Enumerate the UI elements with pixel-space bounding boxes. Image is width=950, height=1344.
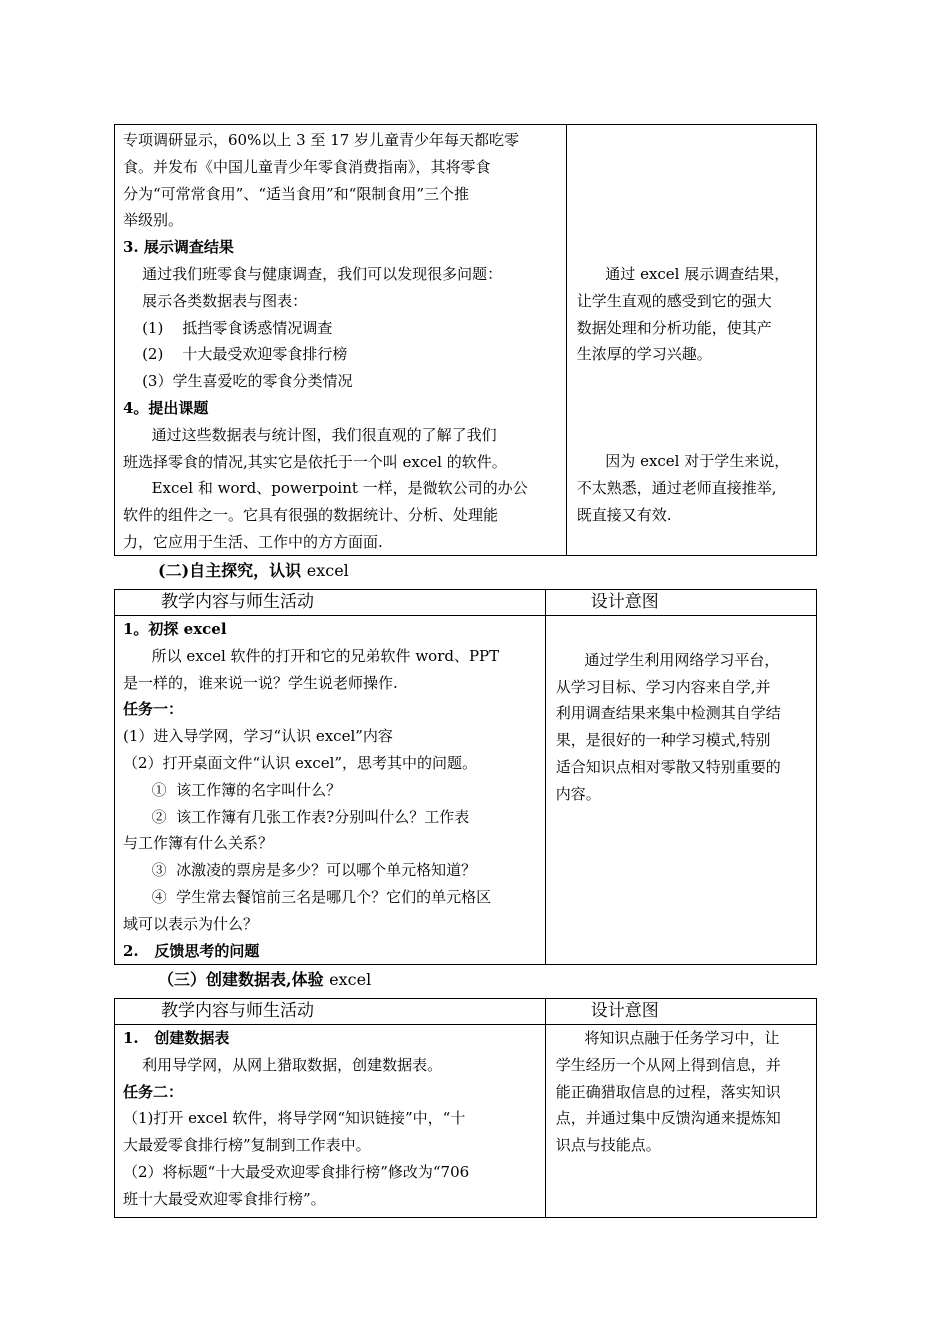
section-title: （三）创建数据表,体验 bbox=[158, 970, 324, 989]
intent-line: 识点与技能点。 bbox=[555, 1136, 661, 1155]
text-line: （2）打开桌面文件“认识 excel”，思考其中的问题。 bbox=[123, 753, 478, 772]
intent-line: 将知识点融于任务学习中，让 bbox=[555, 1029, 780, 1047]
text-line: 软件的组件之一。它具有很强的数据统计、分析、处理能 bbox=[123, 506, 499, 525]
text-line: 与工作簿有什么关系？ bbox=[123, 834, 274, 853]
intent-line: 学生经历一个从网上得到信息，并 bbox=[555, 1055, 781, 1074]
text-line: 专项调研显示，60%以上 3 至 17 岁儿童青少年每天都吃零 bbox=[123, 131, 520, 149]
task-heading: 任务二： bbox=[123, 1082, 184, 1101]
table-header bbox=[115, 590, 816, 616]
intent-line: 点，并通过集中反馈沟通来提炼知 bbox=[555, 1109, 781, 1128]
text-line: （2）将标题“十大最受欢迎零食排行榜”修改为“706 bbox=[123, 1162, 470, 1181]
text-line: 班选择零食的情况,其实它是依托于一个叫 excel 的软件。 bbox=[123, 452, 507, 471]
text-line: 举级别。 bbox=[123, 211, 184, 230]
text-line: 通过我们班零食与健康调查，我们可以发现很多问题： bbox=[123, 264, 503, 283]
header-content: 教学内容与师生活动 bbox=[161, 1001, 314, 1021]
intent-line: 因为 excel 对于学生来说， bbox=[576, 452, 790, 471]
text-line: 展示各类数据表与图表： bbox=[123, 291, 308, 310]
text-line: 分为“可常常食用”、“适当食用”和“限制食用”三个推 bbox=[123, 184, 470, 203]
text-line: 是一样的，谁来说一说？学生说老师操作. bbox=[123, 673, 398, 692]
intent-line: 不太熟悉，通过老师直接推举, bbox=[576, 478, 777, 497]
text-line: 域可以表示为什么？ bbox=[123, 914, 259, 933]
header-intent: 设计意图 bbox=[545, 999, 816, 1024]
continuation-table bbox=[114, 124, 817, 556]
section-heading-3 bbox=[158, 969, 371, 991]
text-line: (1）进入导学网，学习“认识 excel”内容 bbox=[123, 727, 393, 746]
intent-column bbox=[566, 125, 816, 555]
list-item: (3）学生喜爱吃的零食分类情况 bbox=[123, 372, 353, 391]
step-heading: 2. 反馈思考的问题 bbox=[123, 941, 260, 960]
section-heading-2 bbox=[158, 560, 349, 582]
intent-column bbox=[545, 1025, 816, 1217]
explore-table bbox=[114, 589, 817, 965]
step-heading: 1。初探 excel bbox=[123, 620, 227, 638]
text-line: 大最爱零食排行榜”复制到工作表中。 bbox=[123, 1136, 371, 1155]
text-line: （1)打开 excel 软件，将导学网“知识链接”中，“十 bbox=[123, 1109, 466, 1128]
task-heading: 任务一： bbox=[123, 700, 184, 719]
intent-column bbox=[545, 616, 816, 964]
intent-line: 利用调查结果来集中检测其自学结 bbox=[555, 704, 781, 723]
create-table bbox=[114, 998, 817, 1218]
intent-line: 通过学生利用网络学习平台， bbox=[555, 650, 780, 669]
table-header bbox=[115, 999, 816, 1025]
text-line: 通过这些数据表与统计图，我们很直观的了解了我们 bbox=[123, 425, 497, 444]
question-item: ② 该工作簿有几张工作表?分别叫什么？工作表 bbox=[123, 807, 470, 826]
question-item: ④ 学生常去餐馆前三名是哪几个？它们的单元格区 bbox=[123, 887, 492, 906]
section-title-en: excel bbox=[306, 561, 349, 580]
header-intent: 设计意图 bbox=[545, 590, 816, 615]
intent-line: 生浓厚的学习兴趣。 bbox=[576, 345, 712, 364]
content-column bbox=[115, 616, 545, 964]
intent-line: 既直接又有效. bbox=[576, 505, 672, 524]
intent-line: 从学习目标、学习内容来自学,并 bbox=[555, 677, 771, 696]
intent-line: 果，是很好的一种学习模式,特别 bbox=[555, 731, 771, 750]
section-title-en: excel bbox=[329, 970, 372, 989]
intent-line: 数据处理和分析功能，使其产 bbox=[576, 318, 772, 337]
list-item: (2) 十大最受欢迎零食排行榜 bbox=[123, 345, 348, 364]
header-content: 教学内容与师生活动 bbox=[161, 592, 314, 612]
intent-line bbox=[556, 620, 808, 647]
step-heading: 4。提出课题 bbox=[123, 398, 209, 417]
section-title: (二)自主探究，认识 bbox=[158, 561, 302, 580]
content-column bbox=[115, 125, 566, 555]
text-line: 食。并发布《中国儿童青少年零食消费指南》，其将零食 bbox=[123, 157, 491, 176]
step-heading: 3. 展示调查结果 bbox=[123, 238, 234, 257]
text-line: 利用导学网，从网上猎取数据，创建数据表。 bbox=[123, 1055, 443, 1074]
question-item: ③ 冰激凌的票房是多少？可以哪个单元格知道？ bbox=[123, 861, 477, 880]
text-line: 所以 excel 软件的打开和它的兄弟软件 word、PPT bbox=[123, 646, 500, 665]
intent-line: 让学生直观的感受到它的强大 bbox=[576, 291, 772, 310]
question-item: ① 该工作簿的名字叫什么？ bbox=[123, 780, 342, 799]
list-item: (1) 抵挡零食诱惑情况调查 bbox=[123, 318, 333, 337]
intent-line: 能正确猎取信息的过程，落实知识 bbox=[555, 1082, 781, 1101]
text-line: Excel 和 word、powerpoint 一样，是微软公司的办公 bbox=[123, 479, 528, 498]
text-line: 班十大最受欢迎零食排行榜”。 bbox=[123, 1189, 326, 1208]
text-line: 力，它应用于生活、工作中的方方面面. bbox=[123, 532, 383, 551]
content-column bbox=[115, 1025, 545, 1217]
intent-line: 适合知识点相对零散又特别重要的 bbox=[555, 757, 781, 776]
intent-line: 内容。 bbox=[555, 784, 601, 803]
step-heading: 1. 创建数据表 bbox=[123, 1029, 230, 1047]
intent-line: 通过 excel 展示调查结果， bbox=[576, 265, 790, 283]
